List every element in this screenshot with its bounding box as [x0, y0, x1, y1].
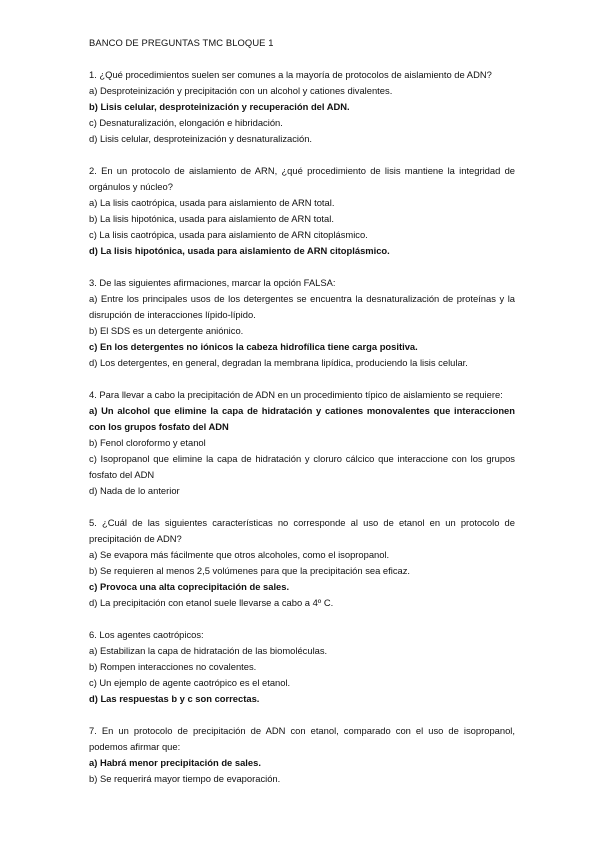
question-text: 4. Para llevar a cabo la precipitación de ADN en un procedimiento típico de aislamiento se requiere: [89, 389, 503, 400]
answer-option: d) La precipitación con etanol suele llevarse a cabo a 4º C. [89, 597, 334, 608]
question-text: 6. Los agentes caotrópicos: [89, 629, 204, 640]
question-7 [89, 723, 515, 787]
question-5 [89, 515, 515, 611]
answer-option-highlighted: c) Provoca una alta coprecipitación de sales. [89, 581, 290, 592]
question-text: 5. ¿Cuál de las siguientes características no corresponde al uso de etanol en un protocolo de precipitación de ADN? [89, 517, 515, 544]
question-text: 7. En un protocolo de precipitación de ADN con etanol, comparado con el uso de isopropanol, podemos afirmar que: [89, 725, 515, 752]
document-content [89, 35, 515, 803]
answer-option: d) Los detergentes, en general, degradan la membrana lipídica, produciendo la lisis celular. [89, 357, 468, 368]
answer-option: a) Estabilizan la capa de hidratación de las biomoléculas. [89, 645, 328, 656]
answer-option-highlighted: d) Las respuestas b y c son correctas. [89, 693, 260, 704]
answer-option: d) Lisis celular, desproteinización y desnaturalización. [89, 133, 313, 144]
answer-option: b) La lisis hipotónica, usada para aislamiento de ARN total. [89, 213, 334, 224]
answer-option: b) Fenol cloroformo y etanol [89, 437, 206, 448]
answer-option: c) Un ejemplo de agente caotrópico es el etanol. [89, 677, 291, 688]
question-text: 3. De las siguientes afirmaciones, marcar la opción FALSA: [89, 277, 336, 288]
answer-option: b) El SDS es un detergente aniónico. [89, 325, 244, 336]
answer-option: a) Se evapora más fácilmente que otros alcoholes, como el isopropanol. [89, 549, 390, 560]
question-1 [89, 67, 515, 147]
answer-option: b) Se requerirá mayor tiempo de evaporación. [89, 773, 281, 784]
answer-option: a) La lisis caotrópica, usada para aislamiento de ARN total. [89, 197, 335, 208]
answer-option-highlighted: c) En los detergentes no iónicos la cabeza hidrofílica tiene carga positiva. [89, 341, 418, 352]
question-text: 2. En un protocolo de aislamiento de ARN, ¿qué procedimiento de lisis mantiene la integridad de orgánulos y núcleo? [89, 165, 515, 192]
answer-option: a) Desproteinización y precipitación con un alcohol y cationes divalentes. [89, 85, 393, 96]
question-2 [89, 163, 515, 259]
answer-option: a) Entre los principales usos de los detergentes se encuentra la desnaturalización de proteínas y la disrupción de interacciones lípido-lípido. [89, 293, 515, 320]
question-text: 1. ¿Qué procedimientos suelen ser comunes a la mayoría de protocolos de aislamiento de ADN? [89, 69, 492, 80]
question-3 [89, 275, 515, 371]
document-title: BANCO DE PREGUNTAS TMC BLOQUE 1 [89, 37, 274, 48]
answer-option-highlighted: b) Lisis celular, desproteinización y recuperación del ADN. [89, 101, 350, 112]
question-6 [89, 627, 515, 707]
question-list [89, 67, 515, 787]
answer-option-highlighted: d) La lisis hipotónica, usada para aislamiento de ARN citoplásmico. [89, 245, 390, 256]
answer-option: b) Rompen interacciones no covalentes. [89, 661, 257, 672]
answer-option: d) Nada de lo anterior [89, 485, 180, 496]
answer-option: c) La lisis caotrópica, usada para aislamiento de ARN citoplásmico. [89, 229, 368, 240]
answer-option: b) Se requieren al menos 2,5 volúmenes para que la precipitación sea eficaz. [89, 565, 411, 576]
answer-option: c) Isopropanol que elimine la capa de hidratación y cloruro cálcico que interaccione con los grupos fosfato del ADN [89, 453, 515, 480]
answer-option-highlighted: a) Un alcohol que elimine la capa de hidratación y cationes monovalentes que interaccionen con los grupos fosfato del ADN [89, 405, 515, 432]
answer-option: c) Desnaturalización, elongación e hibridación. [89, 117, 283, 128]
question-4 [89, 387, 515, 499]
answer-option-highlighted: a) Habrá menor precipitación de sales. [89, 757, 261, 768]
